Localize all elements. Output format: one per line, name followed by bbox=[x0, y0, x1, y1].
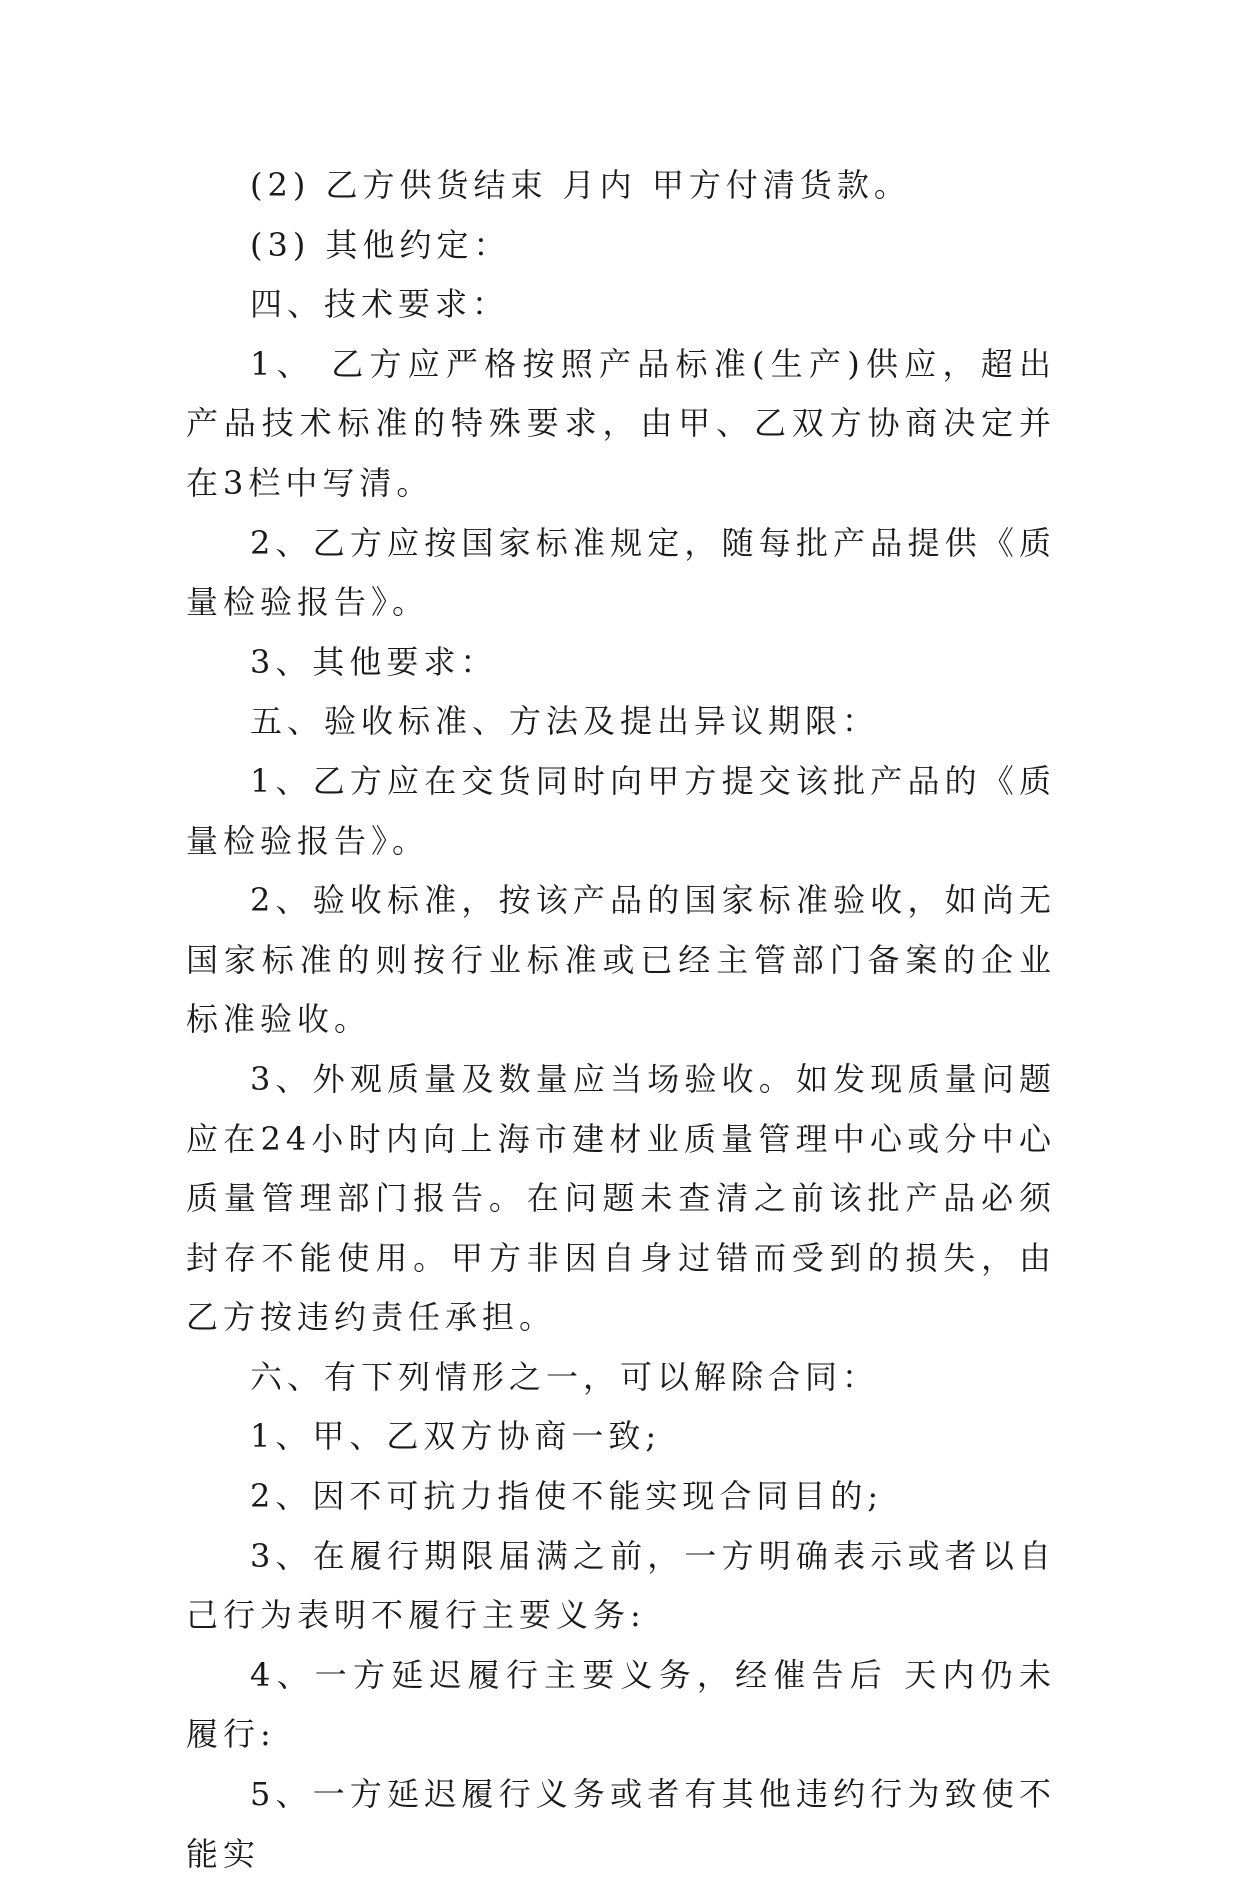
termination-clause-3: 3、在履行期限届满之前，一方明确表示或者以自己行为表明不履行主要义务: bbox=[186, 1536, 1056, 1635]
acceptance-clause-3: 3、外观质量及数量应当场验收。如发现质量问题应在24小时内向上海市建材业质量管理中心或分中心质量管理部门报告。在问题未查清之前该批产品必须封存不能使用。甲方非因自身过错而受到的损失，由乙方按违约责任承担。 bbox=[186, 1059, 1056, 1337]
acceptance-clause-1: 1、乙方应在交货同时向甲方提交该批产品的《质量检验报告》。 bbox=[186, 761, 1056, 860]
other-agreement-paragraph: (3) 其他约定： bbox=[250, 225, 511, 264]
section-heading-termination: 六、有下列情形之一，可以解除合同： bbox=[250, 1357, 880, 1396]
technical-clause-1: 1、 乙方应严格按照产品标准(生产)供应，超出产品技术标准的特殊要求，由甲、乙双方协商决定并在3栏中写清。 bbox=[186, 344, 1056, 502]
termination-clause-2: 2、因不可抗力指使不能实现合同目的; bbox=[250, 1477, 884, 1516]
termination-clause-5: 5、一方延迟履行义务或者有其他违约行为致使不能实 bbox=[186, 1775, 1056, 1873]
payment-term-paragraph: (2) 乙方供货结束 月内 甲方付清货款。 bbox=[250, 166, 911, 204]
technical-clause-2: 2、乙方应按国家标准规定，随每批产品提供《质量检验报告》。 bbox=[186, 523, 1056, 622]
termination-clause-4: 4、一方延迟履行主要义务，经催告后 天内仍未履行: bbox=[186, 1655, 1056, 1754]
section-heading-acceptance: 五、验收标准、方法及提出异议期限： bbox=[250, 702, 880, 741]
contract-body bbox=[186, 156, 1056, 1884]
technical-clause-3: 3、其他要求： bbox=[250, 642, 498, 681]
acceptance-clause-2: 2、验收标准，按该产品的国家标准验收，如尚无国家标准的则按行业标准或已经主管部门备案的企业标准验收。 bbox=[186, 881, 1056, 1039]
section-heading-technical-requirements: 四、技术要求： bbox=[250, 285, 510, 324]
termination-clause-1: 1、甲、乙双方协商一致; bbox=[250, 1417, 662, 1456]
